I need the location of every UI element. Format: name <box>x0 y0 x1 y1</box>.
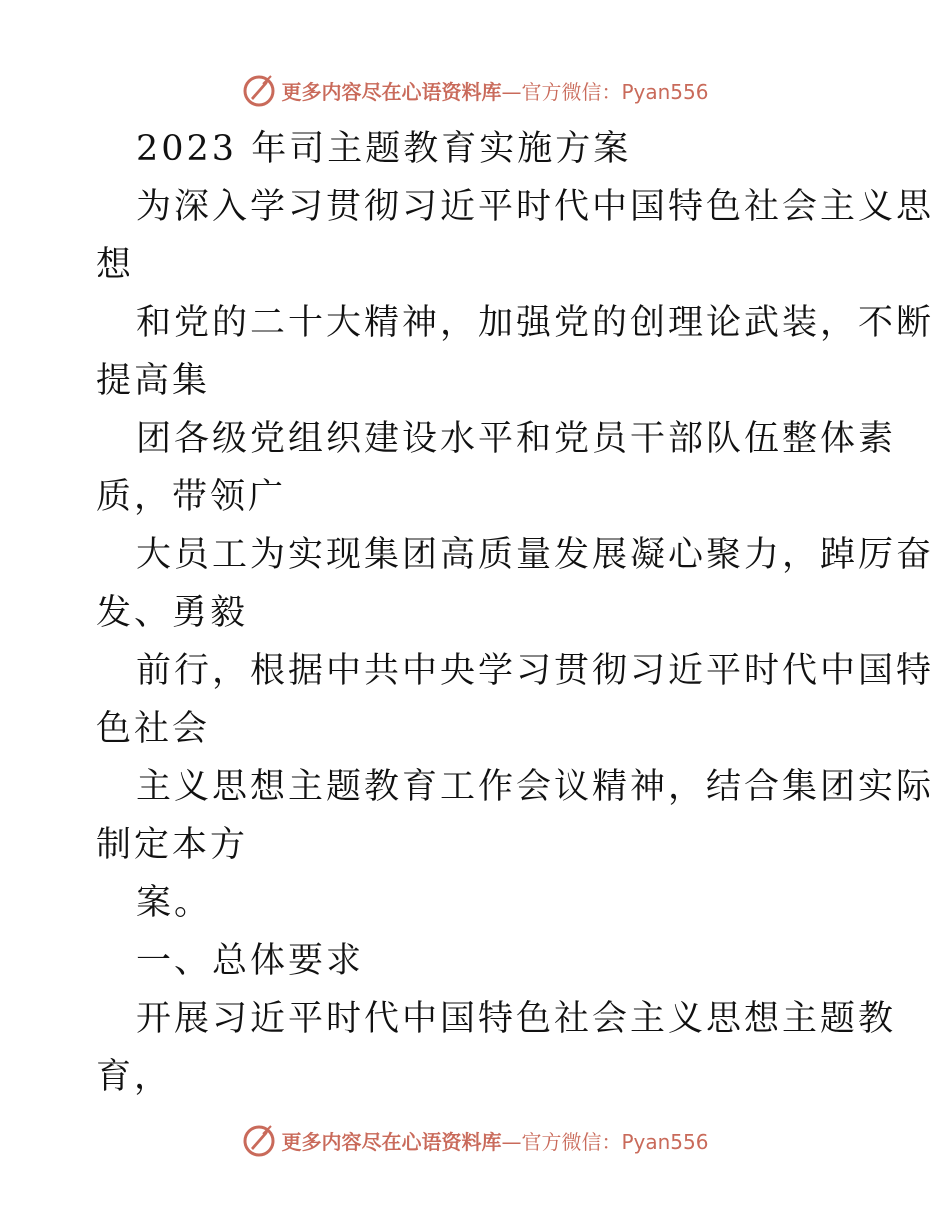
quill-logo-icon <box>241 72 277 108</box>
text-line: 制定本方 <box>96 825 249 865</box>
text-line: 2023 年司主题教育实施方案 <box>136 129 632 169</box>
text-line: 主义思想主题教育工作会议精神，结合集团实际 <box>136 767 935 807</box>
watermark-main: 更多内容尽在心语资料库 <box>281 79 502 104</box>
text-line: 开展习近平时代中国特色社会主义思想主题教 <box>136 999 897 1039</box>
watermark-dash: — <box>501 79 522 104</box>
watermark-dash: — <box>501 1129 522 1154</box>
text-line: 为深入学习贯彻习近平时代中国特色社会主义思 <box>136 187 935 227</box>
footer-watermark <box>0 1118 950 1162</box>
text-line: 案。 <box>136 883 213 923</box>
watermark-text <box>281 1126 708 1155</box>
text-line: 质，带领广 <box>96 477 287 517</box>
document-body <box>96 120 935 1106</box>
watermark-text <box>281 76 708 105</box>
header-watermark <box>0 68 950 112</box>
watermark-contact: 官方微信：Pyan556 <box>521 1129 709 1154</box>
text-line: 育， <box>96 1057 173 1097</box>
text-line: 团各级党组织建设水平和党员干部队伍整体素 <box>136 419 897 459</box>
text-line: 大员工为实现集团高质量发展凝心聚力，踔厉奋 <box>136 535 935 575</box>
quill-logo-icon <box>241 1122 277 1158</box>
text-line: 想 <box>96 245 135 285</box>
text-line: 前行，根据中共中央学习贯彻习近平时代中国特 <box>136 651 935 691</box>
watermark-contact: 官方微信：Pyan556 <box>521 79 709 104</box>
text-line: 一、总体要求 <box>136 941 365 981</box>
text-line: 色社会 <box>96 709 211 749</box>
text-line: 和党的二十大精神，加强党的创理论武装，不断 <box>136 303 935 343</box>
text-line: 提高集 <box>96 361 211 401</box>
text-line: 发、勇毅 <box>96 593 249 633</box>
watermark-main: 更多内容尽在心语资料库 <box>281 1129 502 1154</box>
